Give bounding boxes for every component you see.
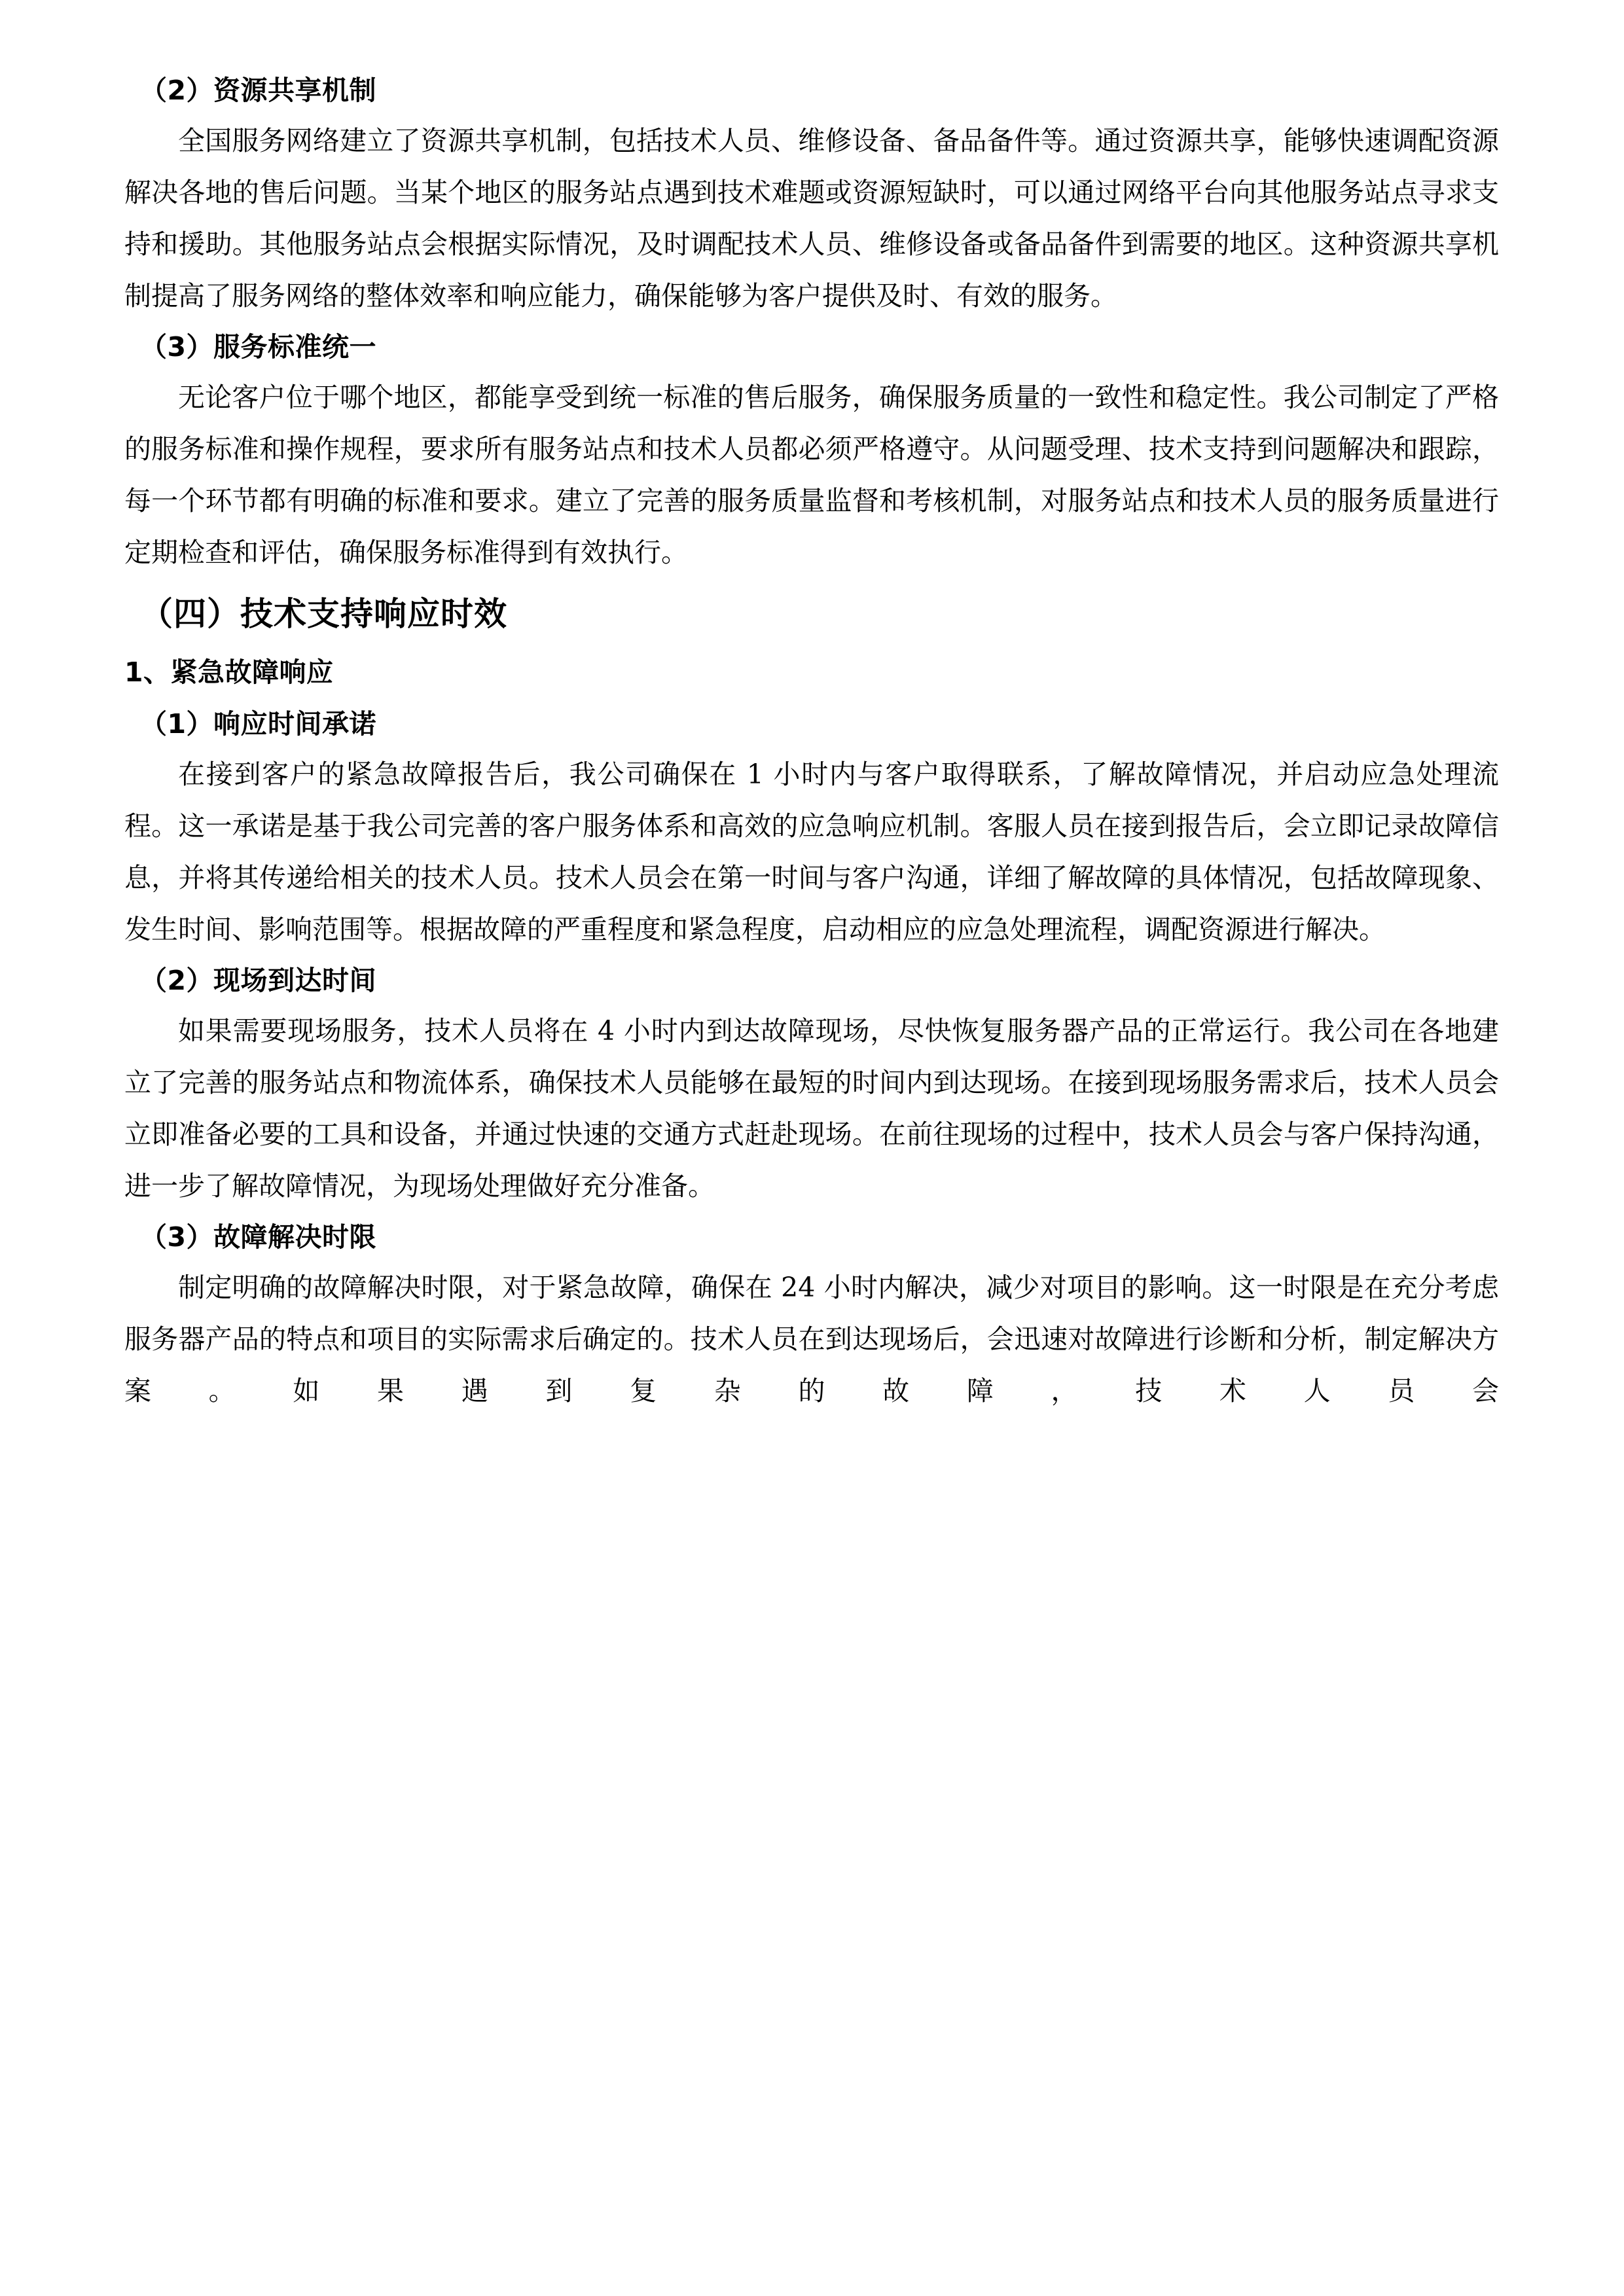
page-content — [124, 65, 1499, 1417]
heading-service-standard: （3）服务标准统一 — [140, 331, 377, 363]
heading-emergency-response: 1、紧急故障响应 — [124, 656, 334, 688]
heading-onsite-arrival-time: （2）现场到达时间 — [140, 965, 377, 996]
heading-section-four: （四）技术支持响应时效 — [140, 595, 507, 633]
paragraph-onsite-arrival-time: 如果需要现场服务，技术人员将在 4 小时内到达故障现场，尽快恢复服务器产品的正常运行。我公司在各地建立了完善的服务站点和物流体系，确保技术人员能够在最短的时间内到达现场。在接到现场服务需求后，技术人员会立即准备必要的工具和设备，并通过快速的交通方式赶赴现场。在前往现场的过程中，技术人员会与客户保持沟通，进一步了解故障情况，为现场处理做好充分准备。 — [124, 1015, 1499, 1202]
heading-response-time-commitment: （1）响应时间承诺 — [140, 708, 377, 740]
heading-resolution-deadline: （3）故障解决时限 — [140, 1221, 377, 1253]
paragraph-resolution-deadline: 制定明确的故障解决时限，对于紧急故障，确保在 24 小时内解决，减少对项目的影响。这一时限是在充分考虑服务器产品的特点和项目的实际需求后确定的。技术人员在到达现场后，会迅速对故障进行诊断和分析，制定解决方案。如果遇到复杂的故障，技术人员会 — [124, 1272, 1499, 1407]
paragraph-response-time-commitment: 在接到客户的紧急故障报告后，我公司确保在 1 小时内与客户取得联系，了解故障情况，并启动应急处理流程。这一承诺是基于我公司完善的客户服务体系和高效的应急响应机制。客服人员在接到报告后，会立即记录故障信息，并将其传递给相关的技术人员。技术人员会在第一时间与客户沟通，详细了解故障的具体情况，包括故障现象、发生时间、影响范围等。根据故障的严重程度和紧急程度，启动相应的应急处理流程，调配资源进行解决。 — [124, 759, 1499, 945]
paragraph-resource-sharing: 全国服务网络建立了资源共享机制，包括技术人员、维修设备、备品备件等。通过资源共享，能够快速调配资源解决各地的售后问题。当某个地区的服务站点遇到技术难题或资源短缺时，可以通过网络平台向其他服务站点寻求支持和援助。其他服务站点会根据实际情况，及时调配技术人员、维修设备或备品备件到需要的地区。这种资源共享机制提高了服务网络的整体效率和响应能力，确保能够为客户提供及时、有效的服务。 — [124, 125, 1499, 312]
paragraph-service-standard: 无论客户位于哪个地区，都能享受到统一标准的售后服务，确保服务质量的一致性和稳定性。我公司制定了严格的服务标准和操作规程，要求所有服务站点和技术人员都必须严格遵守。从问题受理、技术支持到问题解决和跟踪，每一个环节都有明确的标准和要求。建立了完善的服务质量监督和考核机制，对服务站点和技术人员的服务质量进行定期检查和评估，确保服务标准得到有效执行。 — [124, 382, 1499, 568]
heading-resource-sharing: （2）资源共享机制 — [140, 75, 377, 106]
